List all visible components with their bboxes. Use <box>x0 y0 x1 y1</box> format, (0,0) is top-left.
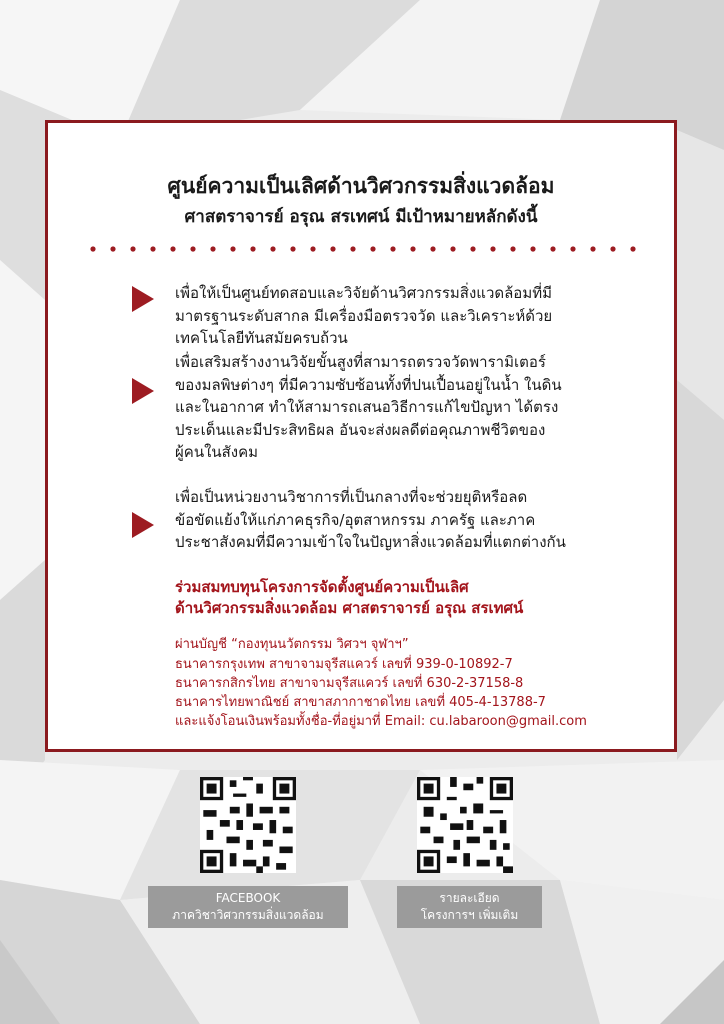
donation-title-line: ด้านวิศวกรรมสิ่งแวดล้อม ศาสตราจารย์ อรุณ สรเทศน์ <box>175 599 524 617</box>
project-details-qr-label <box>397 886 542 928</box>
goal-line: เทคโนโลยีทันสมัยครบถ้วน <box>175 329 348 347</box>
divider-dot <box>490 246 495 251</box>
goal-item <box>175 486 635 554</box>
divider-dot <box>290 246 295 251</box>
divider-dot <box>350 246 355 251</box>
project-details-qr-code[interactable] <box>417 777 513 873</box>
divider-dot <box>170 246 175 251</box>
donation-title <box>175 577 645 619</box>
qr-label-line: รายละเอียด <box>439 891 500 905</box>
divider-dot <box>630 246 635 251</box>
divider-dot <box>110 246 115 251</box>
divider-dot <box>330 246 335 251</box>
goal-item <box>175 282 635 350</box>
divider-dot <box>550 246 555 251</box>
arrow-bullet-icon <box>132 286 154 312</box>
arrow-bullet-icon <box>132 512 154 538</box>
divider-dot <box>570 246 575 251</box>
divider-dot <box>310 246 315 251</box>
facebook-qr-code[interactable] <box>200 777 296 873</box>
goal-line: ประเด็นและมีประสิทธิผล อันจะส่งผลดีต่อคุณภาพชีวิตของ <box>175 420 546 439</box>
goal-line: ประชาสังคมที่มีความเข้าใจในปัญหาสิ่งแวดล้อมที่แตกต่างกัน <box>175 533 566 551</box>
divider-dot <box>390 246 395 251</box>
divider-dot <box>370 246 375 251</box>
goal-line: ผู้คนในสังคม <box>175 443 259 461</box>
qr-label-line: โครงการฯ เพิ่มเติม <box>420 908 519 922</box>
divider-dot <box>270 246 275 251</box>
divider-dot <box>450 246 455 251</box>
donation-bank-scb: ธนาคารไทยพาณิชย์ สาขาสภากาชาดไทย เลขที่ 405-4-13788-7 <box>175 695 546 710</box>
goal-line: ข้อขัดแย้งให้แก่ภาคธุรกิจ/อุตสาหกรรม ภาครัฐ และภาค <box>175 510 536 529</box>
page-subtitle: ศาสตราจารย์ อรุณ สรเทศน์ มีเป้าหมายหลักดังนี้ <box>184 207 538 227</box>
content-card <box>45 120 677 752</box>
donation-bank-bbl: ธนาคารกรุงเทพ สาขาจามจุรีสแควร์ เลขที่ 939-0-10892-7 <box>175 657 513 672</box>
page-title: ศูนย์ความเป็นเลิศด้านวิศวกรรมสิ่งแวดล้อม <box>167 174 555 198</box>
divider-dot <box>230 246 235 251</box>
divider-dot <box>510 246 515 251</box>
divider-dot <box>150 246 155 251</box>
donation-account-name: ผ่านบัญชี “กองทุนนวัตกรรม วิศวฯ จุฬาฯ” <box>175 637 409 652</box>
donation-email: และแจ้งโอนเงินพร้อมทั้งชื่อ-ที่อยู่มาที่ Email: cu.labaroon@gmail.com <box>175 714 587 729</box>
goal-line: เพื่อให้เป็นศูนย์ทดสอบและวิจัยด้านวิศวกรรมสิ่งแวดล้อมที่มี <box>175 284 552 302</box>
arrow-bullet-icon <box>132 378 154 404</box>
goal-line: และในอากาศ ทำให้สามารถเสนอวิธีการแก้ไขปัญหา ได้ตรง <box>175 398 559 416</box>
divider-dot <box>410 246 415 251</box>
divider-dot <box>190 246 195 251</box>
divider-dot <box>610 246 615 251</box>
donation-bank-kbank: ธนาคารกสิกรไทย สาขาจามจุรีสแควร์ เลขที่ 630-2-37158-8 <box>175 676 524 691</box>
qr-label-line: ภาควิชาวิศวกรรมสิ่งแวดล้อม <box>172 908 324 922</box>
divider-dot <box>430 246 435 251</box>
divider-dot <box>470 246 475 251</box>
goal-line: เพื่อเสริมสร้างงานวิจัยขั้นสูงที่สามารถตรวจวัดพารามิเตอร์ <box>175 353 546 371</box>
goal-line: มาตรฐานระดับสากล มีเครื่องมือตรวจวัด และวิเคราะห์ด้วย <box>175 306 553 325</box>
goal-item <box>175 351 635 464</box>
dotted-divider <box>90 245 636 253</box>
divider-dot <box>130 246 135 251</box>
divider-dot <box>210 246 215 251</box>
goal-line: เพื่อเป็นหน่วยงานวิชาการที่เป็นกลางที่จะช่วยยุติหรือลด <box>175 488 528 506</box>
divider-dot <box>90 246 95 251</box>
qr-label-line: FACEBOOK <box>215 891 281 905</box>
facebook-qr-label <box>148 886 348 928</box>
donation-title-line: ร่วมสมทบทุนโครงการจัดตั้งศูนย์ความเป็นเลิศ <box>175 578 469 596</box>
divider-dot <box>530 246 535 251</box>
divider-dot <box>590 246 595 251</box>
goal-line: ของมลพิษต่างๆ ที่มีความซับซ้อนทั้งที่ปนเปื้อนอยู่ในน้ำ ในดิน <box>175 375 562 394</box>
divider-dot <box>250 246 255 251</box>
